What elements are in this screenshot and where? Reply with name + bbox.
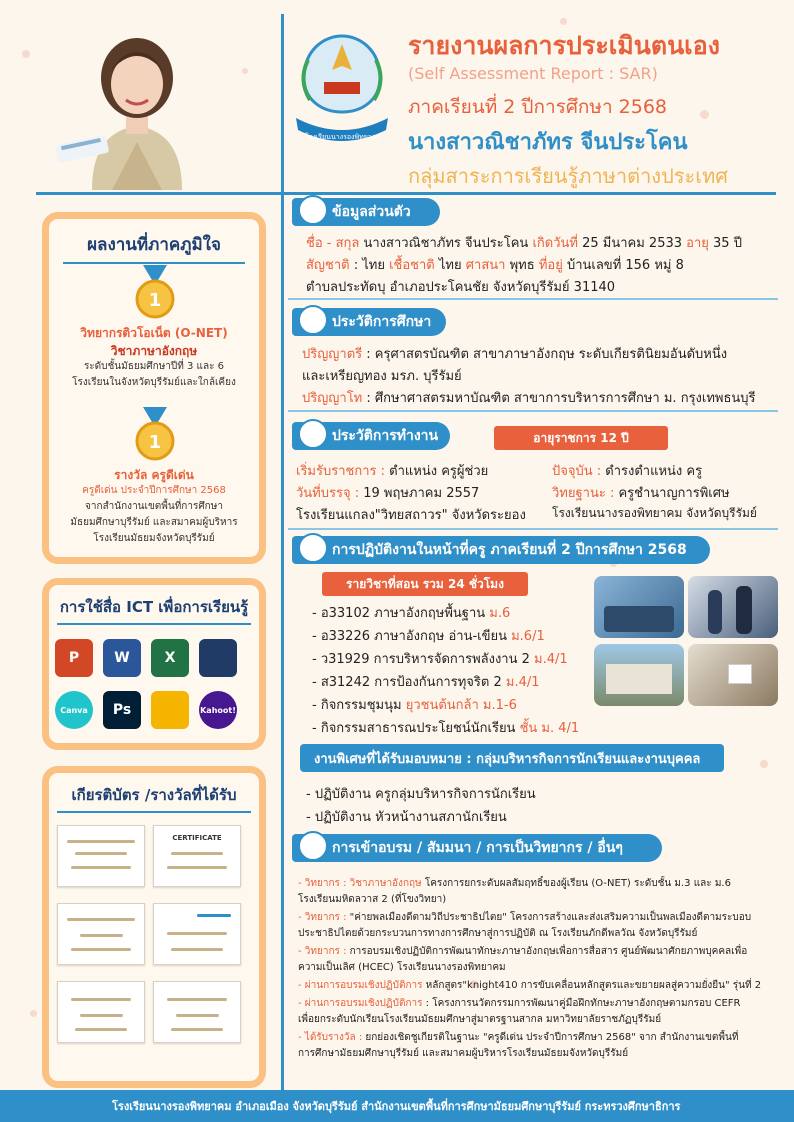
training-text-line2: การศึกษามัธยมศึกษาบุรีรัมย์ และสมาคมผู้บริหารโรงเรียนมัธยมจังหวัดบุรีรัมย์	[298, 1048, 629, 1059]
birth-value: 25 มีนาคม 2533	[582, 236, 683, 251]
training-label: - วิทยากร : วิชาภาษาอังกฤษ	[298, 878, 422, 889]
certificates-card	[42, 766, 266, 1088]
section-training-header	[292, 834, 662, 862]
training-text: หลักสูตร"knight410 การขับเคลื่อนหลักสูตรและขยายผลสู่ความยั่งยืน" รุ่นที่ 2	[422, 980, 762, 991]
subject-item	[312, 648, 568, 669]
certificate-thumbnail	[153, 903, 241, 965]
report-semester: ภาคเรียนที่ 2 ปีการศึกษา 2568	[408, 96, 668, 118]
subject-item	[312, 671, 540, 692]
vertical-divider	[281, 14, 284, 1090]
address-line2: ตำบลประทัดบุ อำเภอประโคนชัย จังหวัดบุรีรัมย์ 31140	[306, 280, 616, 295]
address-label: ที่อยู่	[538, 258, 563, 273]
award2-line3: โรงเรียนมัธยมจังหวัดบุรีรัมย์	[93, 533, 215, 544]
google-classroom-icon	[151, 691, 189, 729]
master-value: : ศึกษาศาสตรมหาบัณฑิต สาขาการบริหารการศึกษา ม. กรุงเทพธนบุรี	[366, 391, 756, 406]
decor-dot	[560, 18, 567, 25]
master-label: ปริญญาโท	[302, 391, 363, 406]
religion-label: ศาสนา	[465, 258, 506, 273]
section-work-header	[292, 422, 450, 450]
nationality-value: : ไทย	[353, 258, 385, 273]
training-item	[298, 996, 780, 1028]
decor-dot	[22, 50, 30, 58]
certificate-thumbnail	[57, 981, 145, 1043]
training-label: - วิทยากร :	[298, 912, 347, 923]
subject-level: ม.6	[489, 606, 511, 621]
certificate-title: CERTIFICATE	[172, 834, 222, 842]
subject-level: ม.6/1	[511, 629, 545, 644]
section-duty-header	[292, 536, 710, 564]
current-school: โรงเรียนนางรองพิทยาคม จังหวัดบุรีรัมย์	[552, 506, 757, 520]
appoint-date-label: วันที่บรรจุ :	[296, 486, 360, 501]
network-icon	[298, 831, 328, 861]
training-item	[298, 1030, 780, 1062]
training-item	[298, 910, 780, 942]
section-duty-title: การปฏิบัติงานในหน้าที่ครู ภาคเรียนที่ 2 ปีการศึกษา 2568	[332, 542, 687, 558]
id-card-icon	[298, 419, 328, 449]
current-label: ปัจจุบัน :	[552, 464, 602, 479]
achievements-card	[42, 212, 266, 564]
wordwall-icon	[199, 639, 237, 677]
name-value: นางสาวณิชาภัทร จีนประโคน	[363, 236, 529, 251]
subject-name: - อ33226 ภาษาอังกฤษ อ่าน-เขียน	[312, 629, 512, 644]
special-duty-header: งานพิเศษที่ได้รับมอบหมาย : กลุ่มบริหารกิจการนักเรียนและงานบุคคล	[300, 744, 724, 772]
rank-label: วิทยฐานะ :	[552, 486, 615, 501]
report-subtitle: (Self Assessment Report : SAR)	[408, 64, 658, 83]
activity-photo	[688, 576, 778, 638]
award2-subtitle: ครูดีเด่น ประจำปีการศึกษา 2568	[82, 485, 226, 496]
certificate-thumbnail	[57, 825, 145, 887]
books-icon	[298, 305, 328, 335]
section-personal-title: ข้อมูลส่วนตัว	[332, 204, 411, 220]
religion-value: พุทธ	[509, 258, 535, 273]
powerpoint-icon: P	[55, 639, 93, 677]
start-value: ตำแหน่ง ครูผู้ช่วย	[389, 464, 489, 479]
subject-name: - กิจกรรมชุมนุม	[312, 698, 406, 713]
section-separator	[288, 298, 778, 300]
training-item	[298, 876, 780, 908]
activity-photo	[594, 644, 684, 706]
subject-level: ชั้น ม. 4/1	[519, 721, 580, 736]
section-work-title: ประวัติการทำงาน	[332, 428, 439, 444]
age-value: 35 ปี	[713, 236, 742, 251]
subject-item	[312, 625, 545, 646]
training-text-line2: ประชาธิปไตยด้วยกระบวนการทางการศึกษาสู่การปฏิบัติ ณ โรงเรียนภักดีพลวัณ จังหวัดบุรีรัมย์	[298, 928, 698, 939]
subject-item	[312, 694, 517, 715]
teacher-portrait	[52, 22, 222, 190]
subject-level: ยุวชนต้นกล้า ม.1-6	[405, 698, 517, 713]
training-item	[298, 944, 780, 976]
section-education-header	[292, 308, 446, 336]
gold-medal-icon	[133, 407, 177, 461]
subject-level: ม.4/1	[534, 652, 568, 667]
bachelor-line2: และเหรียญทอง มรภ. บุรีรัมย์	[302, 369, 462, 384]
start-label: เริ่มรับราชการ :	[296, 464, 386, 479]
activity-photo	[594, 576, 684, 638]
award2-line2: มัธยมศึกษาบุรีรัมย์ และสมาคมผู้บริหาร	[70, 517, 238, 528]
section-separator	[288, 528, 778, 530]
section-education-title: ประวัติการศึกษา	[332, 314, 432, 330]
decor-dot	[242, 68, 248, 74]
subject-name: - ว31929 การบริหารจัดการพลังงาน 2	[312, 652, 535, 667]
training-label: - วิทยากร :	[298, 946, 347, 957]
service-years-badge: อายุราชการ 12 ปี	[494, 426, 668, 450]
certificate-thumbnail	[153, 981, 241, 1043]
certificate-thumbnail	[57, 903, 145, 965]
decor-dot	[30, 1010, 37, 1017]
ict-card	[42, 578, 266, 750]
gold-medal-icon	[133, 265, 177, 319]
training-text: ยกย่องเชิดชูเกียรติในฐานะ "ครูดีเด่น ประจำปีการศึกษา 2568" จาก สำนักงานเขตพื้นที่	[362, 1032, 739, 1043]
canva-icon: Canva	[55, 691, 93, 729]
department-name: กลุ่มสาระการเรียนรู้ภาษาต่างประเทศ	[408, 164, 728, 188]
photoshop-icon: Ps	[103, 691, 141, 729]
age-label: อายุ	[686, 236, 709, 251]
section-separator	[288, 410, 778, 412]
footer-text: โรงเรียนนางรองพิทยาคม อำเภอเมือง จังหวัดบุรีรัมย์ สำนักงานเขตพื้นที่การศึกษามัธยมศึกษาบุรีรัมย์ กระทรวงศึกษาธิการ	[0, 1090, 794, 1122]
appoint-date-value: 19 พฤษภาคม 2557	[363, 486, 480, 501]
first-school: โรงเรียนแกลง"วิทยสถาวร" จังหวัดระยอง	[296, 508, 526, 523]
address-value: บ้านเลขที่ 156 หมู่ 8	[566, 258, 684, 273]
achievements-heading: ผลงานที่ภาคภูมิใจ	[63, 231, 245, 264]
svg-text:1: 1	[148, 290, 162, 311]
header-divider	[36, 192, 776, 195]
decor-dot	[700, 110, 709, 119]
svg-text:1: 1	[148, 432, 162, 453]
decor-dot	[760, 760, 768, 768]
subject-name: - ส31242 การป้องกันการทุจริต 2	[312, 675, 506, 690]
award1-line2: โรงเรียนในจังหวัดบุรีรัมย์และใกล้เคียง	[72, 377, 236, 388]
report-title: รายงานผลการประเมินตนเอง	[408, 31, 720, 60]
training-item	[298, 978, 780, 994]
subject-name: - กิจกรรมสาธารณประโยชน์นักเรียน	[312, 721, 520, 736]
subject-item	[312, 717, 579, 738]
ethnicity-label: เชื้อชาติ	[389, 258, 435, 273]
training-text: โครงการยกระดับผลสัมฤทธิ์ของผู้เรียน (O-NET) ระดับชั้น ม.3 และ ม.6	[421, 878, 731, 889]
nationality-label: สัญชาติ	[306, 258, 350, 273]
training-text: การอบรมเชิงปฏิบัติการพัฒนาทักษะภาษาอังกฤษเพื่อการสื่อสาร ศูนย์พัฒนาศักยภาพบุคคลเพื่อ	[346, 946, 748, 957]
training-label: - ผ่านการอบรมเชิงปฏิบัติการ	[298, 998, 423, 1009]
teaching-hours-badge: รายวิชาที่สอน รวม 24 ชั่วโมง	[322, 572, 528, 596]
kahoot-icon: Kahoot!	[199, 691, 237, 729]
current-value: ดำรงตำแหน่ง ครู	[605, 464, 703, 479]
award1-subject: วิชาภาษาอังกฤษ	[110, 344, 198, 358]
certificates-heading: เกียรติบัตร /รางวัลที่ได้รับ	[57, 783, 251, 813]
activity-photo	[688, 644, 778, 706]
special-duty-item: - ปฏิบัติงาน หัวหน้างานสภานักเรียน	[306, 810, 507, 825]
ethnicity-value: ไทย	[438, 258, 462, 273]
award2-title: รางวัล ครูดีเด่น	[114, 468, 194, 482]
section-personal-header	[292, 198, 440, 226]
teacher-name: นางสาวณิชาภัทร จีนประโคน	[408, 130, 688, 155]
name-label: ชื่อ - สกุล	[306, 236, 360, 251]
subject-item	[312, 602, 510, 623]
excel-icon: X	[151, 639, 189, 677]
school-logo-caption: โรงเรียนนางรองพิทยาคม	[304, 133, 382, 141]
bachelor-value: : ครุศาสตรบัณฑิต สาขาภาษาอังกฤษ ระดับเกียรตินิยมอันดับหนึ่ง	[366, 347, 728, 362]
training-text-line2: โรงเรียนมหิดลวาส 2 (ที่โขงวิทยา)	[298, 894, 447, 905]
training-label: - ได้รับรางวัล :	[298, 1032, 363, 1043]
ict-heading: การใช้สื่อ ICT เพื่อการเรียนรู้	[57, 595, 251, 625]
training-text-line2: ความเป็นเลิศ (HCEC) โรงเรียนนางรองพิทยาคม	[298, 962, 506, 973]
certificate-thumbnail	[153, 825, 241, 887]
award1-line1: ระดับชั้นมัธยมศึกษาปีที่ 3 และ 6	[83, 361, 225, 372]
section-training-title: การเข้าอบรม / สัมมนา / การเป็นวิทยากร / อื่นๆ	[332, 840, 623, 856]
training-label: - ผ่านการอบรมเชิงปฏิบัติการ	[298, 980, 423, 991]
special-duty-item: - ปฏิบัติงาน ครูกลุ่มบริหารกิจการนักเรียน	[306, 787, 536, 802]
word-icon: W	[103, 639, 141, 677]
award1-title: วิทยากรติวโอเน็ต (O-NET)	[80, 326, 228, 340]
subject-level: ม.4/1	[505, 675, 540, 690]
award2-line1: จากสำนักงานเขตพื้นที่การศึกษา	[85, 501, 223, 512]
training-text-line2: เพื่อยกระดับนักเรียนโรงเรียนมัธยมศึกษาสู่มาตรฐานสากล มหาวิทยาลัยราชภัฏบุรีรัมย์	[298, 1014, 662, 1025]
birth-label: เกิดวันที่	[532, 236, 578, 251]
training-text: : โครงการนวัตกรรมการพัฒนาคู่มือฝึกทักษะภาษาอังกฤษตามกรอบ CEFR	[422, 998, 741, 1009]
subject-name: - อ33102 ภาษาอังกฤษพื้นฐาน	[312, 606, 490, 621]
document-icon	[298, 533, 328, 563]
bachelor-label: ปริญญาตรี	[302, 347, 363, 362]
person-icon	[298, 195, 328, 225]
rank-value: ครูชำนาญการพิเศษ	[618, 486, 730, 501]
training-text: "ค่ายพลเมืองดีตามวิถีประชาธิปไตย" โครงการสร้างและส่งเสริมความเป็นพลเมืองดีตามระบอบ	[346, 912, 752, 923]
